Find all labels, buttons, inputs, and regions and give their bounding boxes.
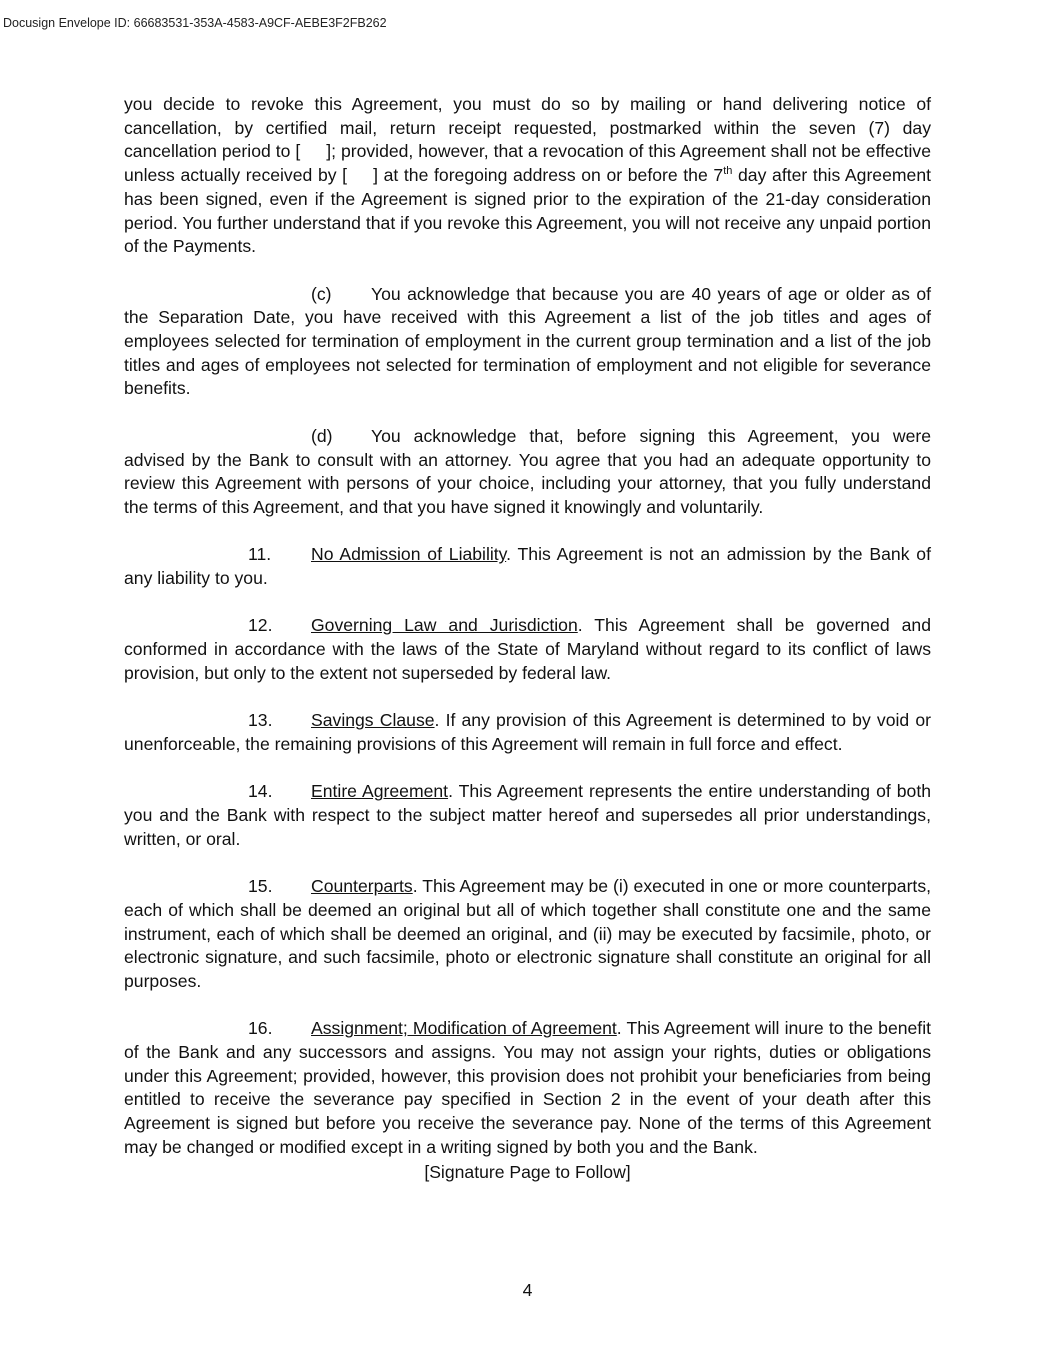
signature-page-note: [Signature Page to Follow] bbox=[424, 1161, 631, 1182]
section-number: 13. bbox=[248, 710, 273, 731]
section-11: 11. No Admission of Liability. This Agreement is not an admission by the Bank of any liability to you. bbox=[124, 544, 931, 589]
paragraph-d: (d) You acknowledge that, before signing this Agreement, you were advised by the Bank to consult with an attorney. You agree that you had an adequate opportunity to review this Agreement with persons of your choice, including your attorney, that you fully understand the terms of this Agreement, and that you have signed it knowingly and voluntarily. bbox=[124, 425, 931, 517]
section-14: 14. Entire Agreement. This Agreement represents the entire understanding of both you and the Bank with respect to the subject matter hereof and supersedes all prior understandings, written, or oral. bbox=[124, 781, 931, 849]
paragraph-d-label: (d) bbox=[311, 425, 333, 446]
envelope-id: Docusign Envelope ID: 66683531-353A-4583-A9CF-AEBE3F2FB262 bbox=[3, 16, 387, 30]
paragraph-c-label: (c) bbox=[311, 283, 332, 304]
section-13: 13. Savings Clause. If any provision of this Agreement is determined to by void or unenforceable, the remaining provisions of this Agreement will remain in full force and effect. bbox=[124, 710, 932, 754]
section-number: 15. bbox=[248, 876, 273, 897]
section-heading: Assignment; Modification of Agreement bbox=[311, 1018, 617, 1039]
page-number: 4 bbox=[522, 1280, 533, 1300]
section-16: 16. Assignment; Modification of Agreement. This Agreement will inure to the benefit of the Bank and any successors and assigns. You may not assign your rights, duties or obligations under this Agreement; provided, however, this provision does not prohibit your beneficiaries from being entitled to receive the severance pay specified in Section 2 in the event of your death after this Agreement is signed but before you receive the severance pay. None of the terms of this Agreement may be changed or modified except in a writing signed by both you and the Bank. bbox=[124, 1018, 931, 1157]
section-15: 15. Counterparts. This Agreement may be (i) executed in one or more counterparts, each of which shall be deemed an original but all of which together shall constitute one and the same instrument, each of which shall be deemed an original, and (ii) may be executed by facsimile, photo, or electronic signature, and such facsimile, photo or electronic signature shall constitute an original for all purposes. bbox=[124, 876, 931, 991]
paragraph-c: (c) You acknowledge that because you are 40 years of age or older as of the Separation Date, you have received with this Agreement a list of the job titles and ages of employees selected for termination of employment in the current group termination and a list of the job titles and ages of employees not selected for termination of employment and not eligible for severance benefits. bbox=[124, 283, 931, 399]
section-number: 12. bbox=[248, 615, 273, 636]
document-body bbox=[124, 93, 931, 1184]
section-12: 12. Governing Law and Jurisdiction. This Agreement shall be governed and conformed in accordance with the laws of the State of Maryland without regard to its conflict of laws provision, but only to the extent not superseded by federal law. bbox=[124, 615, 931, 683]
section-number: 14. bbox=[248, 781, 273, 802]
section-heading: Savings Clause bbox=[311, 710, 435, 731]
section-heading: Governing Law and Jurisdiction bbox=[311, 615, 578, 636]
revocation-paragraph: you decide to revoke this Agreement, you must do so by mailing or hand delivering notice of cancellation, by certified mail, return receipt requested, postmarked within the seven (7) day cancellation period to [ ]; provided, however, that a revocation of this Agreement shall not be effective unless actually received by [ ] at the foregoing address on or before the 7th day after this Agreement has been signed, even if the Agreement is signed prior to the expiration of the 21-day consideration period. You further understand that if you revoke this Agreement, you will not receive any unpaid portion of the Payments. bbox=[124, 94, 931, 257]
section-heading: Entire Agreement bbox=[311, 781, 449, 802]
section-number: 16. bbox=[248, 1018, 273, 1039]
section-heading: Counterparts bbox=[311, 876, 413, 897]
section-heading: No Admission of Liability bbox=[311, 544, 507, 565]
section-number: 11. bbox=[248, 544, 272, 565]
